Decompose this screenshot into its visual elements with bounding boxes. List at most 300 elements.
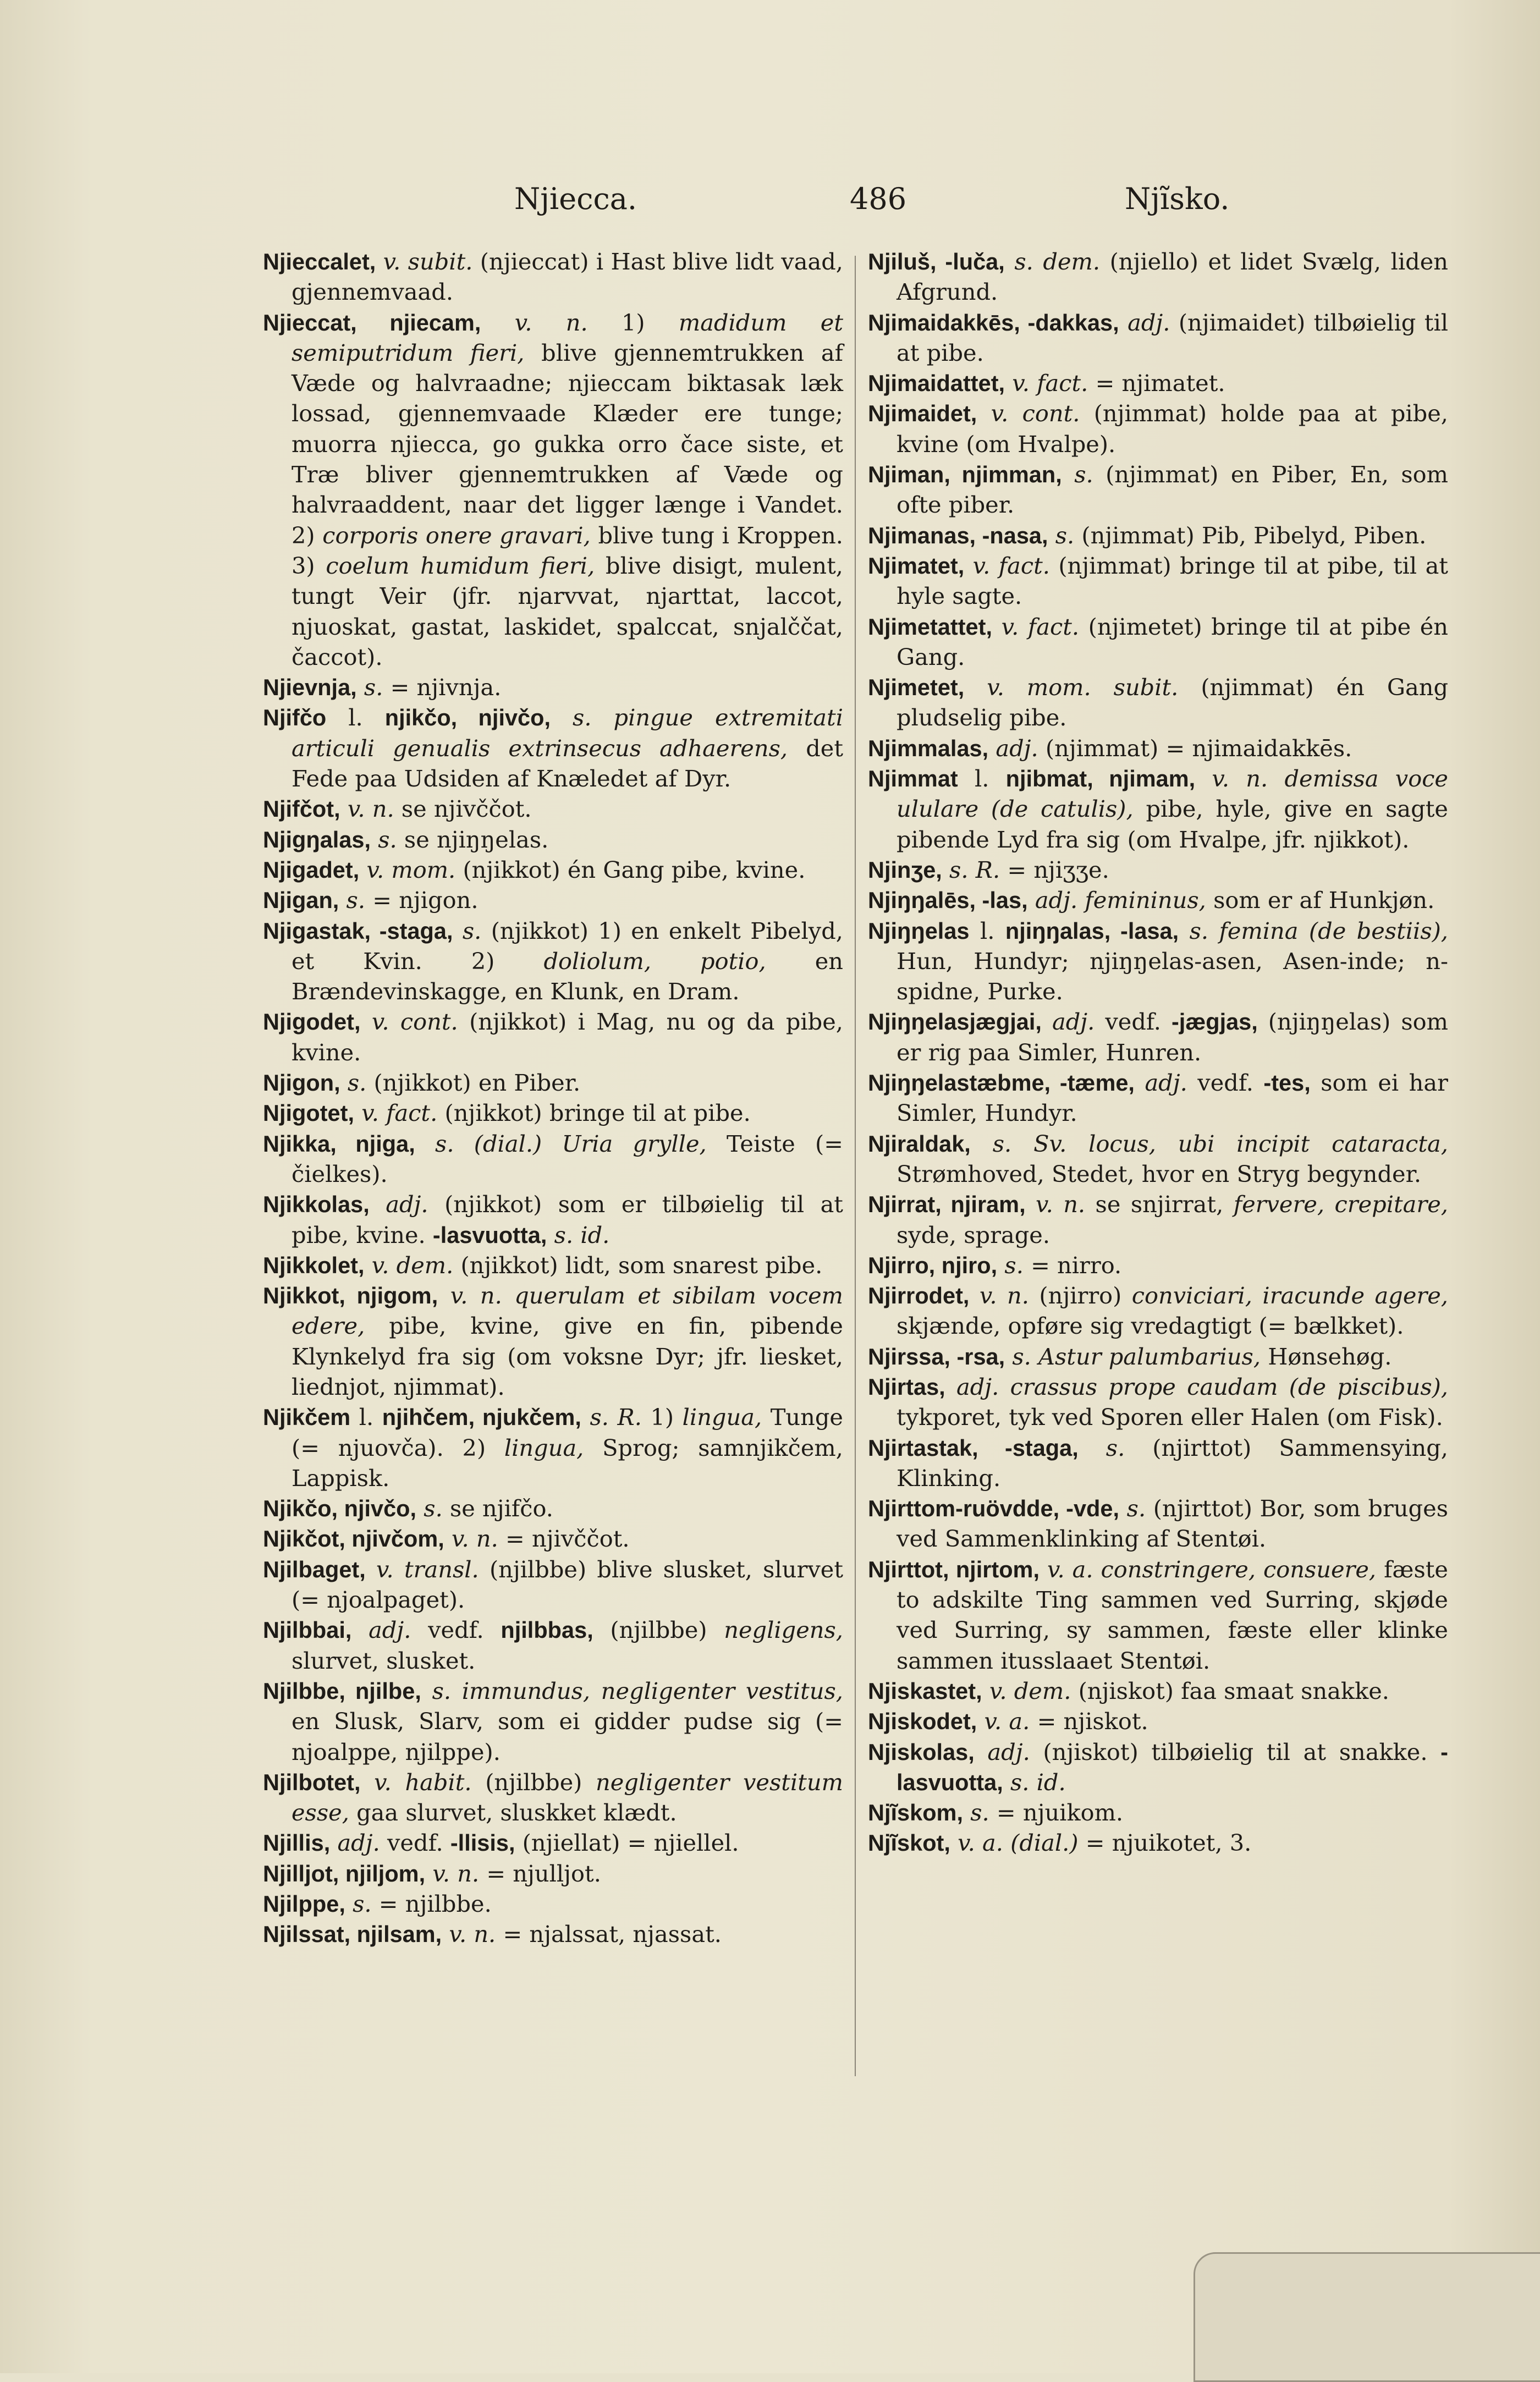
entry-italic: s. Sv. locus, ubi incipit cataracta, bbox=[992, 1130, 1448, 1157]
entry-italic: adj. bbox=[1052, 1008, 1095, 1036]
entry-text bbox=[1003, 1769, 1010, 1796]
entry-italic: madidum et semiputridum fieri, bbox=[292, 309, 843, 366]
entry-headword: Njimetet, bbox=[868, 674, 965, 701]
dictionary-entry bbox=[868, 1797, 1448, 1828]
entry-text bbox=[354, 1099, 361, 1126]
entry-text bbox=[942, 856, 949, 883]
entry-italic: v. fact. bbox=[972, 552, 1050, 579]
entry-headword: Njimanas, -nasa, bbox=[868, 522, 1048, 548]
entry-headword: Njirrodet, bbox=[868, 1283, 970, 1309]
entry-text bbox=[1040, 1556, 1047, 1583]
dictionary-entry bbox=[263, 855, 843, 885]
entry-italic: v. n. bbox=[514, 309, 588, 336]
entry-headword: -tes, bbox=[1263, 1070, 1311, 1096]
entry-text: (njikkot) 1) en enkelt Pibelyd, et Kvin. 2) bbox=[292, 917, 843, 975]
dictionary-entry bbox=[868, 672, 1448, 733]
entry-text: blive gjennemtrukken af Væde og halvraadne; njieccam biktasak læk lossad, gjennemvaade Klæder ere tunge; muorra njiecca, go gukka orro čace siste, et Træ bliver gjennemtrukken af Væde og halvraaddent, naar det ligger længe i Vandet. 2) bbox=[292, 339, 843, 549]
dictionary-entry bbox=[868, 916, 1448, 1007]
entry-text: = njuikotet, 3. bbox=[1078, 1829, 1252, 1857]
dictionary-entry bbox=[263, 246, 843, 307]
dictionary-entry bbox=[868, 1068, 1448, 1129]
entry-text: = njuikom. bbox=[989, 1799, 1124, 1827]
entry-headword: Njilbotet, bbox=[263, 1769, 361, 1795]
entry-text: = njigon. bbox=[365, 887, 479, 914]
entry-headword: Njiraldak, bbox=[868, 1130, 971, 1157]
entry-text: Strømhoved, Stedet, hvor en Stryg begynder. bbox=[897, 1160, 1422, 1187]
entry-italic: adj. bbox=[386, 1191, 428, 1218]
entry-headword: Njigon, bbox=[263, 1070, 340, 1096]
entry-text: blive tung i Kroppen. 3) bbox=[292, 521, 843, 579]
entry-text: = njiʒʒe. bbox=[1000, 856, 1109, 883]
entry-headword: Njigastak, -staga, bbox=[263, 917, 453, 944]
entry-italic: s. id. bbox=[1010, 1768, 1066, 1796]
entry-headword: Njilbbe, njilbe, bbox=[263, 1677, 421, 1704]
entry-text: l. bbox=[350, 1404, 382, 1431]
entry-text: = njalssat, njassat. bbox=[496, 1921, 722, 1948]
dictionary-entry bbox=[263, 307, 843, 673]
entry-headword: Njieccalet, bbox=[263, 249, 376, 274]
entry-text: en Slusk, Slarv, som ei gidder pudse sig (= njoalppe, njilppe). bbox=[292, 1708, 843, 1765]
entry-headword: Njigŋalas, bbox=[263, 826, 371, 852]
entry-text: se snjirrat, bbox=[1085, 1191, 1234, 1218]
entry-italic: lingua, bbox=[504, 1434, 584, 1461]
dictionary-entry bbox=[868, 1676, 1448, 1706]
entry-headword: -lasvuotta, bbox=[897, 1739, 1448, 1795]
entry-italic: v. dem. bbox=[371, 1251, 454, 1279]
entry-text bbox=[945, 1373, 956, 1400]
dictionary-entry bbox=[868, 763, 1448, 855]
entry-text: (njikkot) én Gang pibe, kvine. bbox=[455, 856, 806, 883]
entry-text bbox=[551, 704, 573, 731]
entry-headword: Njilbbai, bbox=[263, 1617, 352, 1643]
entry-text bbox=[340, 1069, 348, 1096]
entry-text: slurvet, slusket. bbox=[292, 1647, 476, 1674]
entry-italic: v. n. bbox=[979, 1282, 1029, 1310]
running-head-right: Njĩsko. bbox=[1125, 181, 1230, 216]
entry-text: (njimmat) holde paa at pibe, kvine (om Hvalpe). bbox=[897, 400, 1448, 458]
entry-italic: adj. femininus, bbox=[1035, 887, 1206, 914]
dictionary-entry bbox=[868, 612, 1448, 673]
entry-headword: Njikčot, njivčom, bbox=[263, 1526, 444, 1552]
entry-headword: -jægjas, bbox=[1171, 1009, 1258, 1035]
entry-text bbox=[481, 309, 514, 336]
dictionary-entry bbox=[263, 1250, 843, 1280]
entry-text bbox=[982, 1677, 989, 1704]
entry-text bbox=[963, 1799, 970, 1826]
entry-headword: Njiluš, -luča, bbox=[868, 249, 1005, 274]
entry-italic: conviciari, iracunde agere, bbox=[1131, 1282, 1448, 1310]
dictionary-entry bbox=[868, 520, 1448, 551]
entry-text bbox=[416, 1495, 424, 1522]
entry-headword: Njiŋŋalēs, -las, bbox=[868, 887, 1028, 914]
entry-italic: v. a. constringere, consuere, bbox=[1047, 1555, 1377, 1583]
entry-headword: Njimmat bbox=[868, 766, 958, 792]
entry-italic: s. Astur palumbarius, bbox=[1012, 1343, 1261, 1370]
entry-text: vedf. bbox=[1094, 1008, 1172, 1036]
entry-italic: s. bbox=[347, 1069, 367, 1097]
entry-text bbox=[964, 552, 972, 579]
entry-headword: Njirtastak, -staga, bbox=[868, 1434, 1079, 1461]
dictionary-entry bbox=[263, 1402, 843, 1493]
entry-italic: s. bbox=[970, 1799, 989, 1827]
entry-text bbox=[547, 1222, 554, 1248]
entry-text bbox=[361, 1769, 375, 1796]
entry-italic: adj. crassus prope caudam (de piscibus), bbox=[956, 1373, 1448, 1400]
entry-headword: Njieccat, njiecam, bbox=[263, 309, 481, 335]
dictionary-entry bbox=[263, 1068, 843, 1098]
entry-italic: v. n. bbox=[1036, 1191, 1086, 1218]
entry-text bbox=[1179, 917, 1189, 944]
entry-italic: s. immundus, negligenter vestitus, bbox=[432, 1677, 843, 1704]
entry-text: pibe, kvine, give en fin, pibende Klynkelyd fra sig (om voksne Dyr; jfr. liesket, liednjot, njimmat). bbox=[292, 1312, 843, 1400]
entry-italic: s. pingue extremitati articuli genualis extrinsecus adhaerens, bbox=[292, 704, 843, 762]
entry-italic: v. mom. subit. bbox=[987, 674, 1179, 701]
dictionary-entry bbox=[868, 1737, 1448, 1798]
entry-text bbox=[357, 674, 364, 701]
entry-text bbox=[444, 1525, 452, 1552]
entry-headword: njikčo, njivčo, bbox=[384, 705, 551, 731]
dictionary-entry bbox=[263, 1858, 843, 1889]
entry-text bbox=[1135, 1069, 1145, 1096]
entry-headword: Njirrat, njiram, bbox=[868, 1191, 1026, 1218]
entry-headword: Njiŋŋelas bbox=[868, 917, 970, 944]
entry-text: tykporet, tyk ved Sporen eller Halen (om Fisk). bbox=[897, 1404, 1443, 1431]
entry-text: (njimmat) én Gang pludselig pibe. bbox=[897, 674, 1449, 731]
entry-italic: v. n. querulam et sibilam vocem edere, bbox=[292, 1282, 843, 1340]
entry-italic: negligenter vestitum esse, bbox=[292, 1768, 843, 1827]
dictionary-entry bbox=[868, 1189, 1448, 1250]
entry-italic: v. a. bbox=[984, 1708, 1030, 1735]
page-corner-fold bbox=[1194, 2252, 1540, 2382]
entry-headword: Njiŋŋelasjægjai, bbox=[868, 1009, 1042, 1035]
entry-text: l. bbox=[969, 917, 1005, 944]
dictionary-entry bbox=[868, 1280, 1448, 1341]
entry-headword: Njiskodet, bbox=[868, 1708, 977, 1735]
entry-headword: Njilssat, njilsam, bbox=[263, 1921, 442, 1948]
entry-headword: njihčem, njukčem, bbox=[382, 1404, 581, 1431]
dictionary-entry bbox=[868, 246, 1448, 307]
entry-text bbox=[1195, 765, 1212, 792]
entry-headword: Njievnja, bbox=[263, 674, 357, 701]
entry-italic: s. bbox=[1106, 1434, 1125, 1461]
entry-text: (njirttot) Bor, som bruges ved Sammenklinking af Stentøi. bbox=[897, 1495, 1448, 1553]
entry-text: fæste to adskilte Ting sammen ved Surring, skjøde ved Surring, sy sammen, fæste eller klinke sammen itusslaaet Stentøi. bbox=[897, 1555, 1448, 1674]
entry-italic: s. dem. bbox=[1014, 248, 1101, 275]
entry-text: 1) bbox=[587, 309, 679, 336]
entry-text bbox=[1005, 1343, 1012, 1370]
entry-text: syde, sprage. bbox=[897, 1221, 1050, 1248]
entry-italic: adj. bbox=[987, 1738, 1030, 1765]
entry-headword: Njilljot, njiljom, bbox=[263, 1860, 426, 1886]
column-divider bbox=[855, 256, 856, 2076]
entry-text: (njirttot) Sammensying, Klinking. bbox=[897, 1434, 1449, 1492]
entry-headword: Njigan, bbox=[263, 887, 339, 914]
dictionary-entry bbox=[868, 1828, 1448, 1858]
entry-headword: Njĩskot, bbox=[868, 1830, 950, 1856]
entry-text: vedf. bbox=[411, 1616, 501, 1644]
entry-italic: corporis onere gravari, bbox=[322, 521, 591, 549]
entry-text bbox=[964, 674, 987, 701]
dictionary-entry bbox=[868, 1554, 1448, 1676]
entry-text: Hønsehøg. bbox=[1261, 1343, 1392, 1370]
dictionary-entry bbox=[263, 1129, 843, 1190]
dictionary-entry bbox=[263, 1189, 843, 1250]
entry-text: det Fede paa Udsiden af Knæledet af Dyr. bbox=[292, 734, 844, 793]
dictionary-entry bbox=[868, 368, 1448, 398]
entry-text: Teiste (= čielkes). bbox=[292, 1130, 844, 1187]
entry-text: (njikkot) i Mag, nu og da pibe, kvine. bbox=[292, 1008, 843, 1066]
dictionary-entry bbox=[868, 1372, 1448, 1433]
dictionary-entry bbox=[263, 1767, 843, 1828]
entry-headword: Njilppe, bbox=[263, 1891, 345, 1917]
entry-headword: Njikka, njiga, bbox=[263, 1130, 415, 1157]
entry-text bbox=[366, 1556, 376, 1583]
entry-text: = nirro. bbox=[1023, 1251, 1122, 1279]
dictionary-entry bbox=[868, 1250, 1448, 1280]
entry-text bbox=[988, 735, 996, 762]
dictionary-entry bbox=[868, 1129, 1448, 1190]
entry-headword: Njikkot, njigom, bbox=[263, 1283, 438, 1309]
entry-headword: Njinʒe, bbox=[868, 856, 942, 883]
entry-text bbox=[950, 1829, 958, 1856]
dictionary-entry bbox=[263, 1006, 843, 1068]
entry-headword: Njirttot, njirtom, bbox=[868, 1556, 1040, 1582]
entry-text: (njilbbe) bbox=[471, 1768, 596, 1796]
entry-headword: Njiman, njimman, bbox=[868, 461, 1062, 488]
entry-text bbox=[1028, 887, 1035, 914]
entry-text: (njiello) et lidet Svælg, liden Afgrund. bbox=[897, 248, 1448, 306]
entry-headword: Njikkolet, bbox=[263, 1252, 365, 1278]
entry-headword: Njirtas, bbox=[868, 1373, 945, 1400]
entry-headword: Njimaidattet, bbox=[868, 370, 1005, 397]
dictionary-entry bbox=[263, 794, 843, 824]
entry-italic: adj. bbox=[369, 1616, 411, 1644]
entry-italic: adj. bbox=[337, 1829, 380, 1857]
dictionary-entry bbox=[868, 1493, 1448, 1554]
entry-text: (njikkot) en Piber. bbox=[366, 1069, 581, 1097]
entry-text: som ei har Simler, Hundyr. bbox=[897, 1069, 1448, 1127]
dictionary-entry bbox=[263, 1676, 843, 1767]
entry-text bbox=[442, 1921, 449, 1948]
dictionary-entry bbox=[263, 1098, 843, 1128]
entry-text: (njieccat) i Hast blive lidt vaad, gjennemvaad. bbox=[292, 248, 843, 306]
entry-italic: v. cont. bbox=[371, 1008, 458, 1036]
entry-text bbox=[997, 1252, 1004, 1279]
entry-text bbox=[992, 613, 1002, 640]
entry-text bbox=[1005, 370, 1012, 397]
entry-text: (njiŋŋelas) som er rig paa Simler, Hunren. bbox=[897, 1008, 1448, 1066]
entry-text: (njimetet) bringe til at pibe én Gang. bbox=[897, 613, 1448, 670]
entry-italic: v. transl. bbox=[376, 1555, 479, 1583]
entry-headword: Njimetattet, bbox=[868, 613, 992, 640]
entry-text: (njimmat) Pib, Pibelyd, Piben. bbox=[1074, 521, 1427, 549]
entry-text bbox=[453, 917, 463, 944]
entry-text bbox=[339, 887, 346, 914]
entry-italic: v. n. bbox=[451, 1525, 498, 1553]
entry-text: se njiŋŋelas. bbox=[397, 826, 549, 853]
entry-italic: s. bbox=[364, 674, 383, 701]
entry-text: (njikkot) som er tilbøielig til at pibe, kvine. bbox=[292, 1191, 843, 1248]
entry-italic: s. bbox=[1126, 1495, 1146, 1522]
entry-text: (njiskot) faa smaat snakke. bbox=[1071, 1677, 1389, 1704]
entry-text: (njiellat) = njiellel. bbox=[515, 1829, 739, 1857]
entry-text: = njilbbe. bbox=[371, 1890, 492, 1918]
entry-italic: adj. bbox=[1128, 309, 1170, 336]
entry-text bbox=[365, 1252, 372, 1279]
entry-text: = njivččot. bbox=[498, 1525, 630, 1553]
dictionary-entry bbox=[868, 307, 1448, 368]
entry-text: som er af Hunkjøn. bbox=[1206, 887, 1435, 914]
entry-headword: Njikčo, njivčo, bbox=[263, 1495, 417, 1522]
entry-text: 1) bbox=[641, 1404, 683, 1431]
dictionary-entry bbox=[868, 1433, 1448, 1494]
dictionary-entry bbox=[263, 824, 843, 855]
dictionary-entry bbox=[263, 885, 843, 915]
entry-text: = njivnja. bbox=[383, 674, 502, 701]
entry-headword: Njiskastet, bbox=[868, 1677, 982, 1704]
entry-italic: v. n. bbox=[347, 795, 394, 823]
entry-italic: v. cont. bbox=[991, 400, 1080, 427]
dictionary-entry bbox=[263, 1554, 843, 1615]
entry-text bbox=[370, 1191, 386, 1218]
entry-italic: s. R. bbox=[949, 856, 1000, 883]
entry-text bbox=[345, 1890, 353, 1917]
dictionary-entry bbox=[868, 459, 1448, 520]
entry-text: l. bbox=[958, 765, 1006, 793]
entry-headword: -llisis, bbox=[450, 1830, 515, 1856]
entry-italic: s. bbox=[1055, 521, 1075, 549]
entry-text bbox=[351, 1616, 369, 1643]
entry-italic: s. bbox=[1004, 1251, 1024, 1279]
entry-text: (njilbbe) bbox=[593, 1616, 724, 1644]
entry-text: blive disigt, mulent, tungt Veir (jfr. njarvvat, njarttat, laccot, njuoskat, gastat, laskidet, spalccat, snjalččat, čaccot). bbox=[292, 552, 844, 670]
entry-text bbox=[359, 856, 366, 883]
entry-headword: Njimaidakkēs, -dakkas, bbox=[868, 309, 1119, 335]
entry-italic: v. subit. bbox=[383, 248, 473, 275]
entry-text bbox=[340, 795, 348, 822]
dictionary-entry bbox=[263, 1493, 843, 1523]
entry-text bbox=[977, 400, 991, 427]
entry-italic: adj. bbox=[1145, 1069, 1187, 1097]
entry-text bbox=[969, 1282, 979, 1309]
entry-text bbox=[376, 248, 383, 275]
entry-headword: Njĩskom, bbox=[868, 1800, 963, 1826]
page-number: 486 bbox=[850, 181, 907, 216]
entry-text bbox=[977, 1708, 984, 1735]
entry-headword: Njirro, njiro, bbox=[868, 1252, 998, 1278]
entry-text: se njifčo. bbox=[442, 1495, 553, 1522]
entry-text: Tunge (= njuovča). 2) bbox=[292, 1404, 843, 1461]
entry-text: (njimmat) en Piber, En, som ofte piber. bbox=[897, 461, 1448, 519]
entry-text: (njiskot) tilbøielig til at snakke. bbox=[1030, 1738, 1441, 1765]
dictionary-entry bbox=[263, 672, 843, 702]
entry-text: (njilbbe) blive slusket, slurvet (= njoalpaget). bbox=[292, 1555, 843, 1614]
dictionary-entry bbox=[263, 702, 843, 794]
entry-text bbox=[330, 1829, 337, 1856]
entry-headword: njilbbas, bbox=[501, 1617, 593, 1643]
running-head-left: Njiecca. bbox=[514, 181, 637, 216]
entry-headword: Njigadet, bbox=[263, 856, 360, 883]
entry-headword: Njimatet, bbox=[868, 552, 965, 579]
entry-text: en Brændevinskagge, en Klunk, en Dram. bbox=[292, 947, 844, 1005]
entry-italic: v. mom. bbox=[366, 856, 456, 883]
entry-text bbox=[1079, 1434, 1106, 1461]
entry-headword: Njigodet, bbox=[263, 1009, 361, 1035]
entry-italic: v. n. bbox=[432, 1860, 480, 1887]
dictionary-entry bbox=[263, 1280, 843, 1402]
entry-text: (njirro) bbox=[1028, 1282, 1132, 1310]
entry-text: vedf. bbox=[1187, 1069, 1264, 1097]
page-header bbox=[0, 181, 1540, 225]
dictionary-entry bbox=[868, 398, 1448, 459]
entry-italic: v. fact. bbox=[361, 1099, 438, 1127]
entry-headword: Njikkolas, bbox=[263, 1191, 370, 1218]
entry-italic: s. bbox=[1074, 461, 1093, 488]
entry-text bbox=[371, 826, 378, 853]
entry-text bbox=[1062, 461, 1074, 488]
dictionary-entry bbox=[263, 1828, 843, 1858]
entry-text bbox=[1026, 1191, 1036, 1218]
dictionary-entry bbox=[868, 855, 1448, 885]
entry-italic: s. bbox=[378, 826, 397, 853]
entry-text bbox=[1048, 522, 1055, 549]
entry-italic: v. fact. bbox=[1001, 613, 1080, 640]
entry-text: = njimatet. bbox=[1088, 370, 1225, 397]
entry-text: (njimaidet) tilbøielig til at pibe. bbox=[897, 309, 1448, 366]
right-column bbox=[868, 246, 1448, 1858]
entry-text: se njivččot. bbox=[394, 795, 532, 823]
entry-italic: doliolum, potio, bbox=[543, 947, 766, 975]
entry-headword: -lasvuotta, bbox=[432, 1222, 547, 1248]
entry-text: (njikkot) bringe til at pibe. bbox=[437, 1099, 751, 1127]
dictionary-entry bbox=[868, 1706, 1448, 1736]
entry-text bbox=[1119, 309, 1128, 336]
entry-text bbox=[971, 1130, 993, 1157]
entry-text bbox=[421, 1677, 432, 1704]
entry-text: (njikkot) lidt, som snarest pibe. bbox=[453, 1251, 823, 1279]
entry-text: Sprog; samnjikčem, Lappisk. bbox=[292, 1434, 843, 1492]
entry-italic: v. a. (dial.) bbox=[958, 1829, 1079, 1857]
entry-italic: s. (dial.) Uria grylle, bbox=[435, 1130, 707, 1157]
entry-headword: Njifčo bbox=[263, 705, 327, 731]
entry-italic: coelum humidum fieri, bbox=[326, 552, 595, 579]
entry-text bbox=[1042, 1008, 1052, 1035]
entry-italic: fervere, crepitare, bbox=[1233, 1191, 1449, 1218]
entry-text: l. bbox=[326, 704, 385, 731]
dictionary-entry bbox=[868, 733, 1448, 763]
entry-italic: s. bbox=[346, 887, 366, 914]
dictionary-entry bbox=[263, 1523, 843, 1554]
entry-italic: adj. bbox=[996, 734, 1038, 762]
entry-headword: Njillis, bbox=[263, 1830, 331, 1856]
entry-italic: v. n. bbox=[449, 1921, 496, 1948]
entry-italic: v. n. demissa voce ululare (de catulis), bbox=[897, 765, 1448, 823]
entry-text: = njulljot. bbox=[479, 1860, 601, 1887]
entry-text bbox=[1005, 248, 1015, 275]
entry-text bbox=[438, 1282, 450, 1309]
entry-text: Hun, Hundyr; njiŋŋelas-asen, Asen-inde; n-spidne, Purke. bbox=[897, 947, 1448, 1005]
dictionary-entry bbox=[263, 916, 843, 1007]
entry-headword: Njikčem bbox=[263, 1404, 351, 1431]
entry-text: = njiskot. bbox=[1030, 1708, 1148, 1735]
entry-headword: Njiŋŋelastæbme, -tæme, bbox=[868, 1070, 1135, 1096]
entry-italic: s. bbox=[353, 1890, 372, 1918]
entry-text: skjænde, opføre sig vredagtigt (= bælkket). bbox=[897, 1312, 1404, 1340]
entry-headword: njiŋŋalas, -lasa, bbox=[1005, 917, 1179, 944]
entry-headword: Njimmalas, bbox=[868, 735, 989, 761]
entry-italic: negligens, bbox=[724, 1616, 843, 1644]
entry-text: vedf. bbox=[380, 1829, 450, 1857]
